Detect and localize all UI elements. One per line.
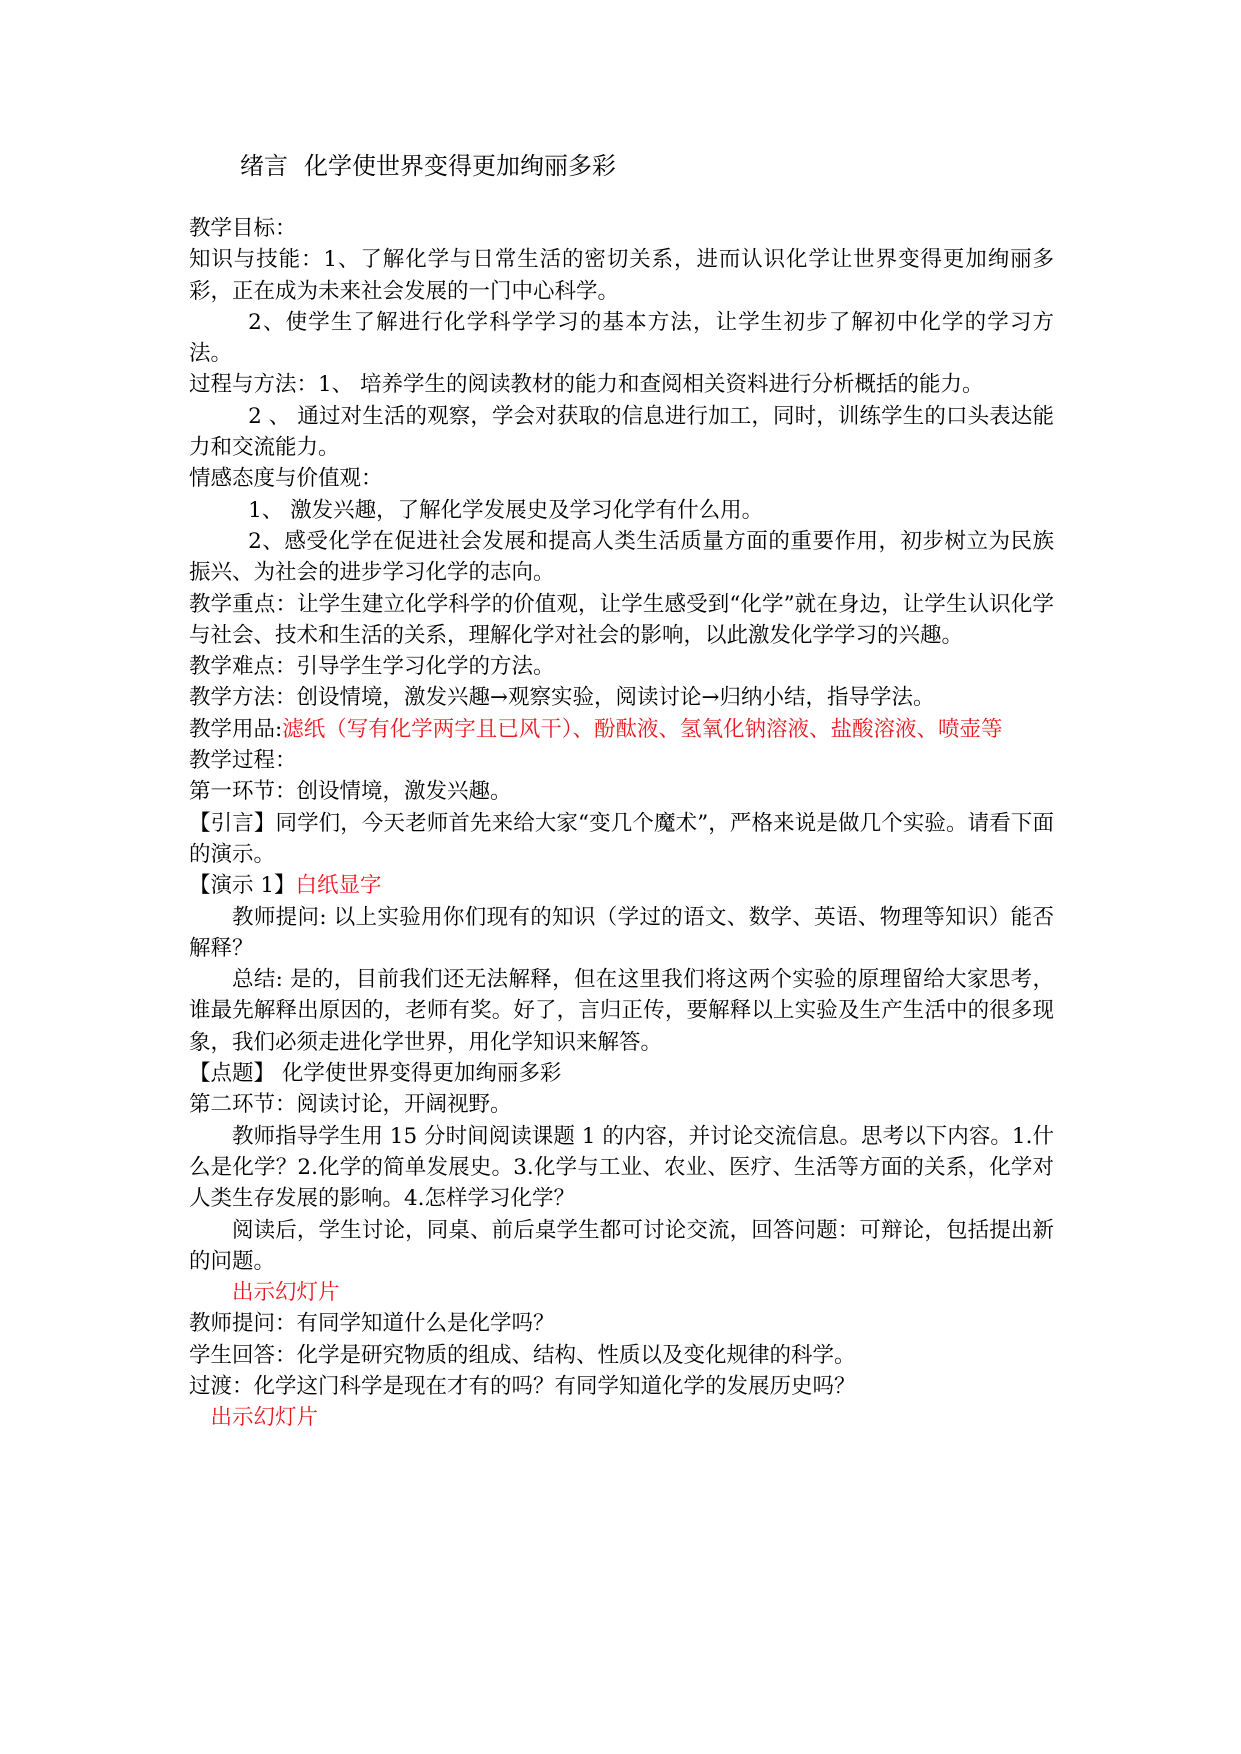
teaching-method: 教学方法：创设情境，激发兴趣→观察实验，阅读讨论→归纳小结，指导学法。	[189, 685, 935, 711]
teaching-materials	[189, 714, 1054, 745]
lesson-plan-body	[189, 213, 1054, 1434]
after-reading: 阅读后，学生讨论，同桌、前后桌学生都可讨论交流，回答问题：可辩论，包括提出新的问题。	[189, 1217, 1054, 1274]
title-label: 绪言	[240, 152, 288, 180]
summary: 总结: 是的，目前我们还无法解释，但在这里我们将这两个实验的原理留给大家思考，谁最先解释出原因的，老师有奖。好了，言归正传，要解释以上实验及生产生活中的很多现象，我们必须走进化学世界，用化学知识来解答。	[189, 967, 1054, 1055]
demonstration	[189, 870, 1054, 901]
process-method-2: 2 、 通过对生活的观察，学会对获取的信息进行加工，同时，训练学生的口头表达能力和交流能力。	[189, 403, 1054, 461]
demo-name: 白纸显字	[295, 873, 382, 899]
emotion-2: 2、感受化学在促进社会发展和提高人类生活质量方面的重要作用，初步树立为民族振兴、为社会的进步学习化学的志向。	[189, 528, 1054, 586]
introduction: 【引言】同学们，今天老师首先来给大家“变几个魔术”，严格来说是做几个实验。请看下面的演示。	[189, 810, 1054, 867]
transition: 过渡：化学这门科学是现在才有的吗？有同学知道化学的发展历史吗？	[189, 1373, 856, 1399]
materials-items: 滤纸（写有化学两字且已风干）、酚酞液、氢氧化钠溶液、盐酸溶液、喷壶等	[282, 716, 1003, 742]
materials-label: 教学用品:	[189, 716, 283, 742]
key-points: 教学重点：让学生建立化学科学的价值观，让学生感受到“化学”就在身边，让学生认识化学与社会、技术和生活的关系，理解化学对社会的影响，以此激发化学学习的兴趣。	[189, 591, 1054, 648]
show-slide-1: 出示幻灯片	[232, 1280, 340, 1306]
demo-label: 【演示 1】	[189, 873, 296, 899]
knowledge-skill-2: 2、使学生了解进行化学科学学习的基本方法，让学生初步了解初中化学的学习方法。	[189, 309, 1054, 367]
title-text: 化学使世界变得更加绚丽多彩	[304, 152, 616, 180]
process-method-1: 过程与方法：1、 培养学生的阅读教材的能力和查阅相关资料进行分析概括的能力。	[189, 372, 984, 398]
page-title	[240, 150, 616, 182]
topic: 【点题】 化学使世界变得更加绚丽多彩	[189, 1061, 562, 1087]
teacher-question-2: 教师提问：有同学知道什么是化学吗？	[189, 1311, 555, 1337]
section-one-title: 第一环节：创设情境，激发兴趣。	[189, 779, 512, 805]
teacher-question: 教师提问: 以上实验用你们现有的知识（学过的语文、数学、英语、物理等知识）能否解释？	[189, 904, 1054, 961]
process-heading: 教学过程：	[189, 748, 297, 774]
show-slide-2: 出示幻灯片	[210, 1405, 319, 1431]
emotion-1: 1、 激发兴趣，了解化学发展史及学习化学有什么用。	[248, 497, 764, 523]
section-two-title: 第二环节：阅读讨论，开阔视野。	[189, 1092, 512, 1118]
objectives-heading: 教学目标：	[189, 216, 297, 241]
student-answer: 学生回答：化学是研究物质的组成、结构、性质以及变化规律的科学。	[189, 1342, 856, 1368]
reading-guide: 教师指导学生用 15 分时间阅读课题 1 的内容，并讨论交流信息。思考以下内容。1.什么是化学？2.化学的简单发展史。3.化学与工业、农业、医疗、生活等方面的关系，化学对人类生存发展的影响。4.怎样学习化学？	[189, 1123, 1054, 1212]
knowledge-skill-1: 知识与技能：1、了解化学与日常生活的密切关系，进而认识化学让世界变得更加绚丽多彩，正在成为未来社会发展的一门中心科学。	[189, 247, 1054, 304]
emotion-heading: 情感态度与价值观：	[189, 466, 383, 492]
difficulty: 教学难点：引导学生学习化学的方法。	[189, 654, 555, 680]
